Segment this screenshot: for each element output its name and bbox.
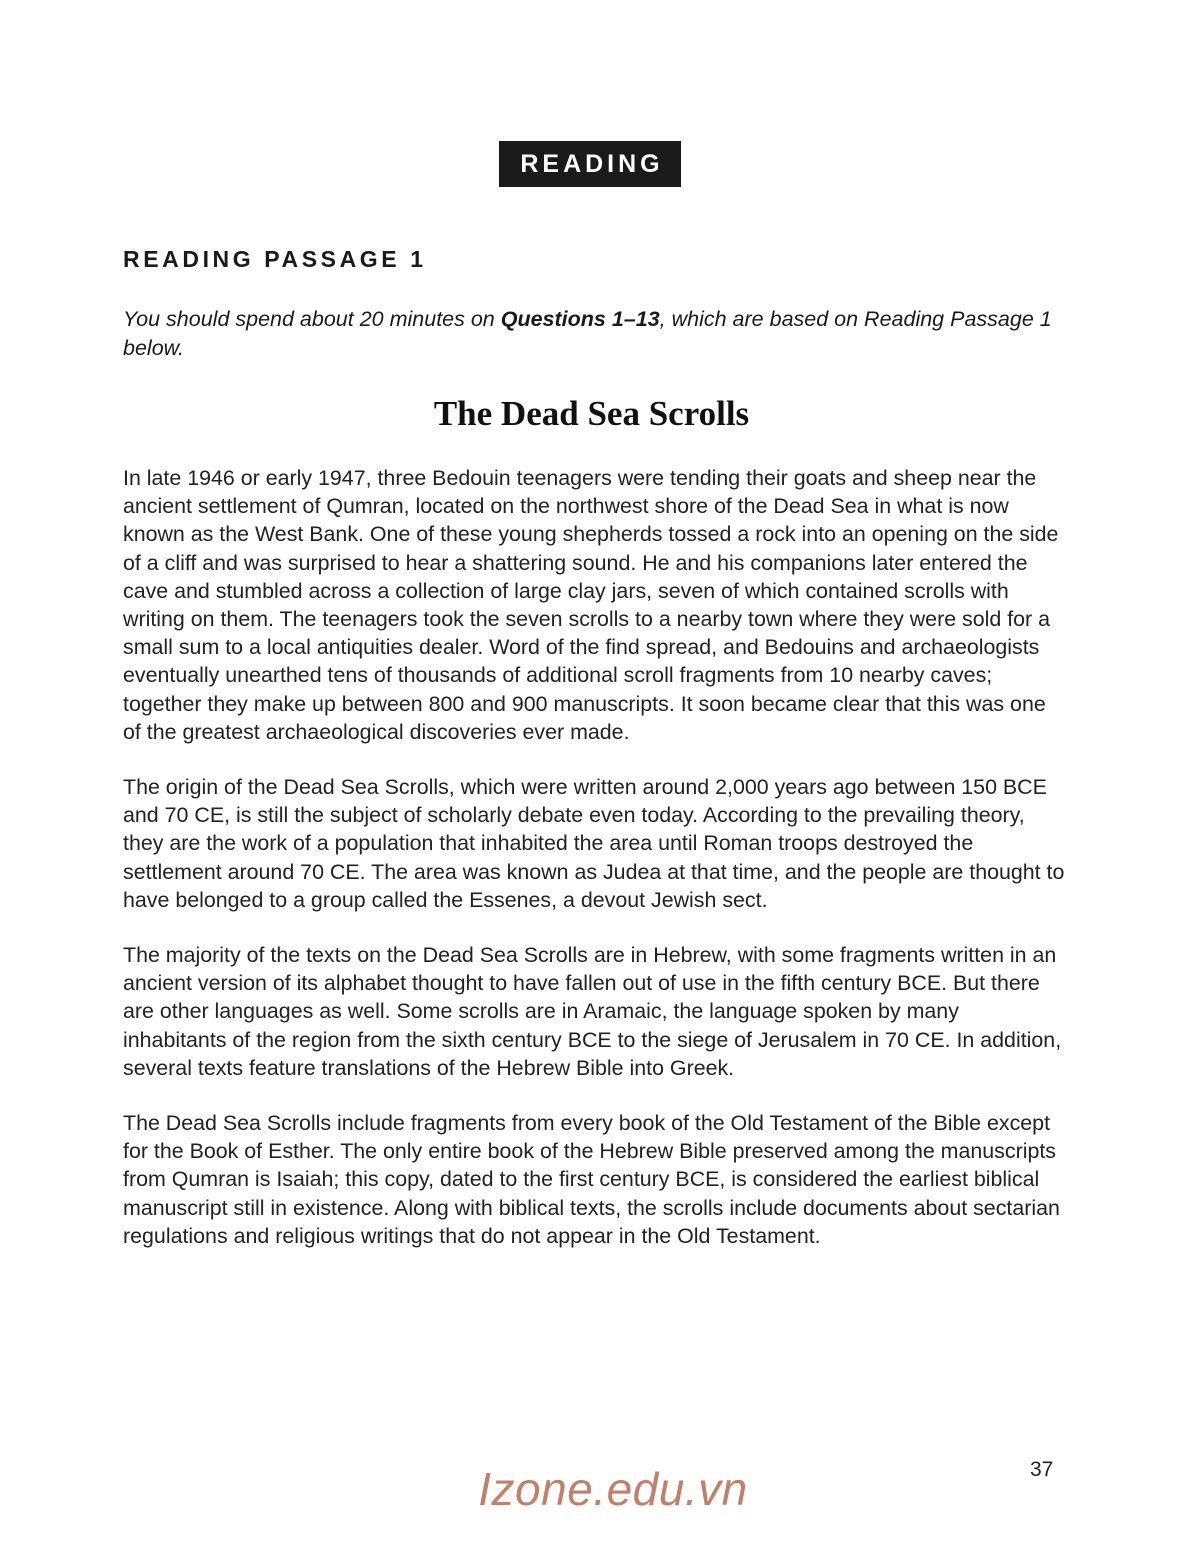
instructions (123, 305, 1063, 362)
watermark: Izone.edu.vn (478, 1463, 748, 1515)
page-number: 37 (1030, 1458, 1054, 1481)
passage-heading: READING PASSAGE 1 (123, 246, 427, 272)
passage-title: The Dead Sea Scrolls (433, 394, 750, 433)
passage-body (123, 464, 1068, 1277)
paragraph-4: The Dead Sea Scrolls include fragments from every book of the Old Testament of the Bible except for the Book of Esther. The only entire book of the Hebrew Bible preserved among the manuscripts from Qumran is Isaiah; this copy, dated to the first century BCE, is considered the earliest biblical manuscript still in existence. Along with biblical texts, the scrolls include documents about sectarian regulations and religious writings that do not appear in the Old Testament. (123, 1111, 1060, 1248)
paragraph-2: The origin of the Dead Sea Scrolls, which were written around 2,000 years ago between 150 BCE and 70 CE, is still the subject of scholarly debate even today. According to the prevailing theory, they are the work of a population that inhabited the area until Roman troops destroyed the settlement around 70 CE. The area was known as Judea at that time, and the people are thought to have belonged to a group called the Essenes, a devout Jewish sect. (123, 775, 1065, 912)
section-badge: READING (499, 141, 681, 187)
paragraph-1: In late 1946 or early 1947, three Bedouin teenagers were tending their goats and sheep near the ancient settlement of Qumran, located on the northwest shore of the Dead Sea in what is now known as the West Bank. One of these young shepherds tossed a rock into an opening on the side of a cliff and was surprised to hear a shattering sound. He and his companions later entered the cave and stumbled across a collection of large clay jars, seven of which contained scrolls with writing on them. The teenagers took the seven scrolls to a nearby town where they were sold for a small sum to a local antiquities dealer. Word of the find spread, and Bedouins and archaeologists eventually unearthed tens of thousands of additional scroll fragments from 10 nearby caves; together they make up between 800 and 900 manuscripts. It soon became clear that this was one of the greatest archaeological discoveries ever made. (123, 466, 1059, 744)
instructions-after: , which are based on Reading Passage 1 below. (123, 307, 1052, 360)
instructions-before: You should spend about 20 minutes on (123, 307, 501, 331)
instructions-questions: Questions 1–13 (500, 307, 660, 331)
paragraph-3: The majority of the texts on the Dead Sea Scrolls are in Hebrew, with some fragments written in an ancient version of its alphabet thought to have fallen out of use in the fifth century BCE. But there are other languages as well. Some scrolls are in Aramaic, the language spoken by many inhabitants of the region from the sixth century BCE to the siege of Jerusalem in 70 CE. In addition, several texts feature translations of the Hebrew Bible into Greek. (123, 943, 1062, 1080)
